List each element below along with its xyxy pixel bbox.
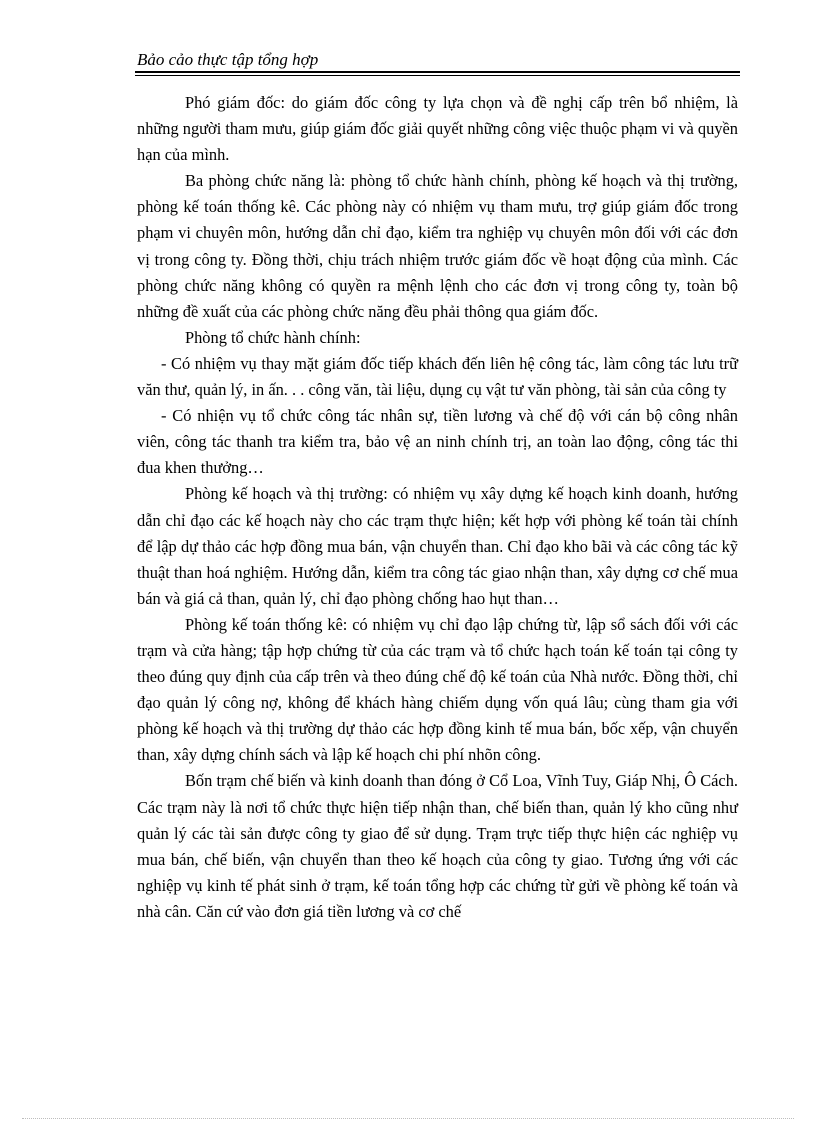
header-rule-thick	[135, 71, 740, 73]
page-header	[135, 50, 740, 76]
footer-divider	[22, 1118, 794, 1119]
paragraph-functional-departments: Ba phòng chức năng là: phòng tổ chức hành chính, phòng kế hoạch và thị trường, phòng kế toán thống kê. Các phòng này có nhiệm vụ tham mưu, trợ giúp giám đốc trong phạm vi chuyên môn, hướng dẫn chỉ đạo, kiểm tra nghiệp vụ chuyên môn đối với các đơn vị trong công ty. Đồng thời, chịu trách nhiệm trước giám đốc về hoạt động của mình. Các phòng chức năng không có quyền ra mệnh lệnh cho các đơn vị trong công ty, toàn bộ những đề xuất của các phòng chức năng đều phải thông qua giám đốc.	[137, 171, 738, 321]
paragraph-accounting: Phòng kế toán thống kê: có nhiệm vụ chỉ đạo lập chứng từ, lập sổ sách đối với các trạm và cửa hàng; tập hợp chứng từ của các trạm và tổ chức hạch toán kế toán tại công ty theo đúng quy định của cấp trên và theo đúng chế độ kế toán của Nhà nước. Đồng thời, chỉ đạo quản lý công nợ, không để khách hàng chiếm dụng vốn quá lâu; cùng tham gia với phòng kế hoạch và thị trường dự thảo các hợp đồng kinh tế mua bán, bốc xếp, vận chuyển than, xây dựng chính sách và lập kế hoạch chi phí nhõn công.	[137, 614, 738, 765]
paragraph-admin-heading: Phòng tổ chức hành chính:	[185, 327, 361, 347]
paragraph-planning-market: Phòng kế hoạch và thị trường: có nhiệm vụ xây dựng kế hoạch kinh doanh, hướng dẫn chỉ đạo các kế hoạch này cho các trạm thực hiện; kết hợp với phòng kế toán tài chính để lập dự thảo các hợp đồng mua bán, vận chuyển than. Chỉ đạo kho bãi và các công tác kỹ thuật than hoá nghiệm. Hướng dẫn, kiểm tra công tác giao nhận than, xây dựng cơ chế mua bán và giá cả than, quản lý, chỉ đạo phòng chống hao hụt than…	[137, 484, 738, 608]
paragraph-admin-duty-1: - Có nhiệm vụ thay mặt giám đốc tiếp khách đến liên hệ công tác, làm công tác lưu trữ văn thư, quản lý, in ấn. . . công văn, tài liệu, dụng cụ vật tư văn phòng, tài sản của công ty	[137, 353, 738, 400]
paragraph-vice-director: Phó giám đốc: do giám đốc công ty lựa chọn và đề nghị cấp trên bổ nhiệm, là những người tham mưu, giúp giám đốc giải quyết những công việc thuộc phạm vi và quyền hạn của mình.	[137, 93, 738, 165]
document-body	[137, 90, 738, 925]
paragraph-stations: Bốn trạm chế biến và kinh doanh than đóng ở Cổ Loa, Vĩnh Tuy, Giáp Nhị, Ô Cách. Các trạm này là nơi tổ chức thực hiện tiếp nhận than, chế biến than, quản lý kho cũng như quản lý các tài sản được công ty giao để sử dụng. Trạm trực tiếp thực hiện các nghiệp vụ mua bán, chế biến, vận chuyển than theo kế hoạch của công ty giao. Tương ứng với các nghiệp vụ kinh tế phát sinh ở trạm, kế toán tổng hợp các chứng từ gửi về phòng kế toán và nhà cân. Căn cứ vào đơn giá tiền lương và cơ chế	[137, 771, 738, 921]
header-rule-thin	[135, 75, 740, 76]
header-title: Bảo cảo thực tập tổng hợp	[137, 50, 319, 69]
paragraph-admin-duty-2: - Có nhiện vụ tổ chức công tác nhân sự, tiền lương và chế độ với cán bộ công nhân viên, công tác thanh tra kiểm tra, bảo vệ an ninh chính trị, an toàn lao động, công tác thi đua khen thưởng…	[137, 406, 738, 478]
